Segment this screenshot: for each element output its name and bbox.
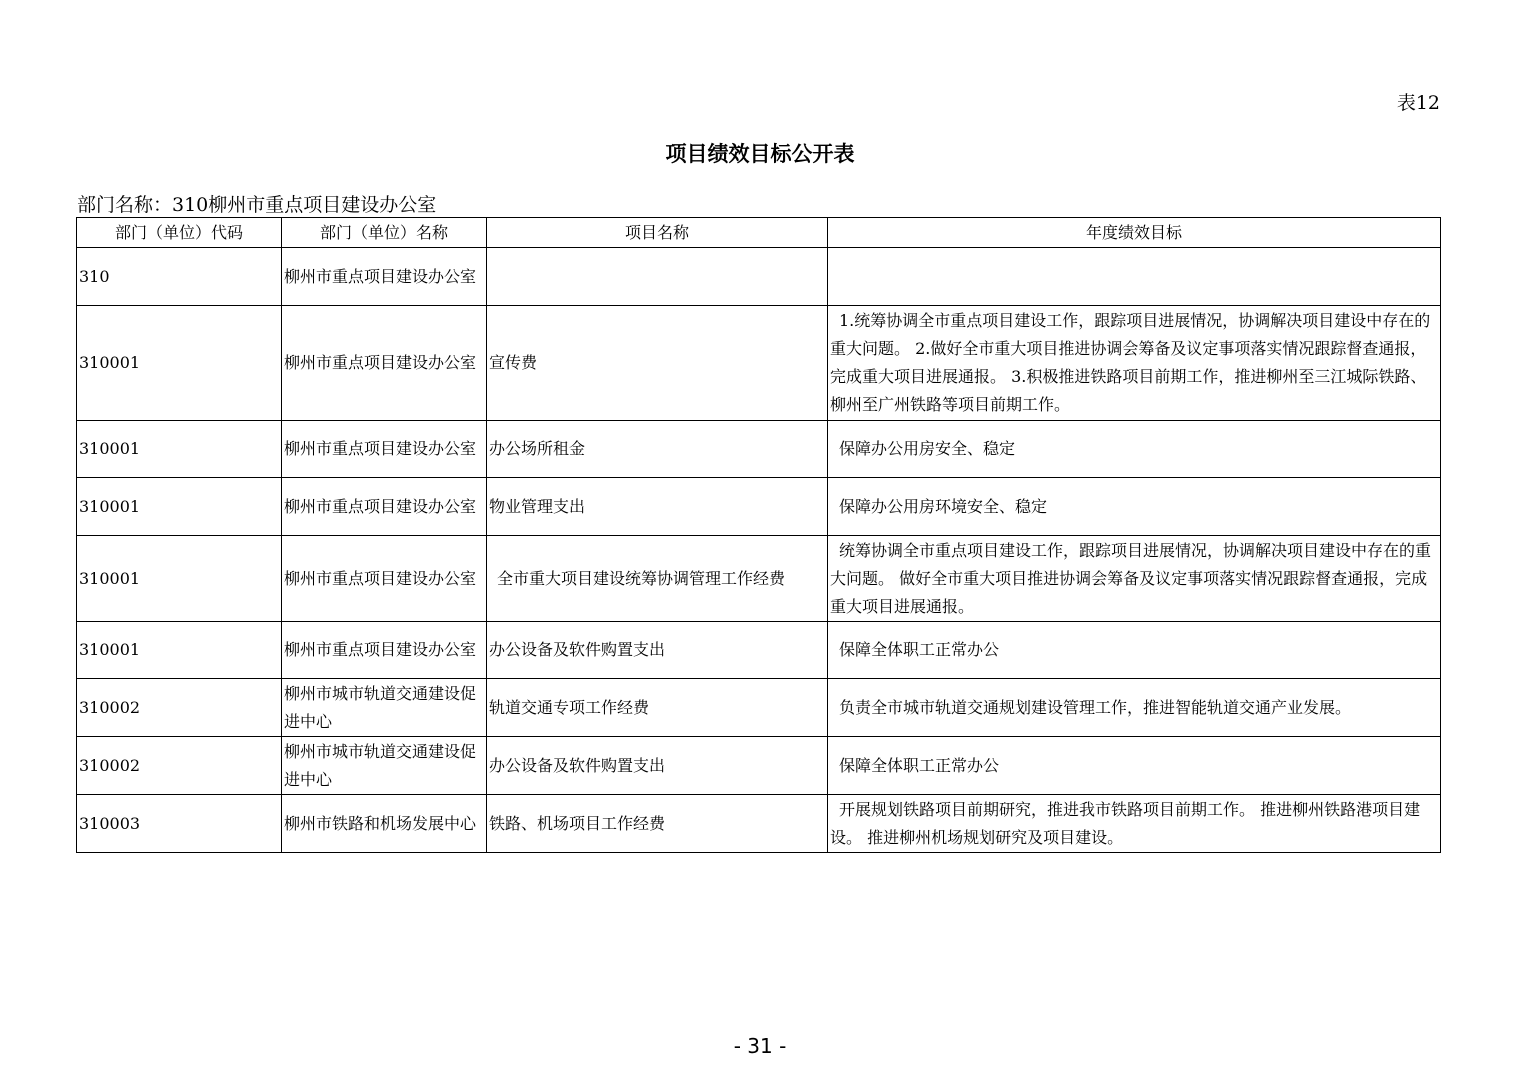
header-project: 项目名称 <box>487 218 828 248</box>
cell-project <box>487 248 828 306</box>
page-number: - 31 - <box>733 1034 787 1058</box>
cell-dept: 柳州市重点项目建设办公室 <box>282 306 487 421</box>
header-code: 部门（单位）代码 <box>77 218 282 248</box>
cell-dept: 柳州市重点项目建设办公室 <box>282 622 487 679</box>
table-row <box>77 679 1441 737</box>
cell-code: 310001 <box>77 478 282 536</box>
cell-goal: 保障办公用房安全、稳定 <box>828 421 1441 478</box>
cell-goal: 1.统筹协调全市重点项目建设工作，跟踪项目进展情况，协调解决项目建设中存在的重大问题。 2.做好全市重大项目推进协调会筹备及议定事项落实情况跟踪督查通报，完成重大项目进展通报。 3.积极推进铁路项目前期工作，推进柳州至三江城际铁路、柳州至广州铁路等项目前期工作。 <box>828 306 1441 421</box>
table-row <box>77 622 1441 679</box>
table-row <box>77 248 1441 306</box>
table-row <box>77 306 1441 421</box>
table-row <box>77 421 1441 478</box>
cell-project: 轨道交通专项工作经费 <box>487 679 828 737</box>
cell-code: 310001 <box>77 622 282 679</box>
cell-goal: 保障办公用房环境安全、稳定 <box>828 478 1441 536</box>
table-row <box>77 478 1441 536</box>
cell-goal: 保障全体职工正常办公 <box>828 622 1441 679</box>
cell-goal: 统筹协调全市重点项目建设工作，跟踪项目进展情况，协调解决项目建设中存在的重大问题。 做好全市重大项目推进协调会筹备及议定事项落实情况跟踪督查通报，完成重大项目进展通报。 <box>828 536 1441 622</box>
table-row <box>77 536 1441 622</box>
cell-goal: 负责全市城市轨道交通规划建设管理工作，推进智能轨道交通产业发展。 <box>828 679 1441 737</box>
table-number-label: 表12 <box>1396 92 1440 114</box>
cell-project: 办公场所租金 <box>487 421 828 478</box>
cell-code: 310002 <box>77 679 282 737</box>
table-row <box>77 795 1441 853</box>
table-row <box>77 737 1441 795</box>
cell-goal <box>828 248 1441 306</box>
header-dept: 部门（单位）名称 <box>282 218 487 248</box>
cell-dept: 柳州市铁路和机场发展中心 <box>282 795 487 853</box>
cell-project: 宣传费 <box>487 306 828 421</box>
cell-code: 310001 <box>77 421 282 478</box>
cell-dept: 柳州市重点项目建设办公室 <box>282 248 487 306</box>
cell-code: 310 <box>77 248 282 306</box>
cell-project: 办公设备及软件购置支出 <box>487 622 828 679</box>
cell-dept: 柳州市城市轨道交通建设促进中心 <box>282 737 487 795</box>
cell-goal: 开展规划铁路项目前期研究，推进我市铁路项目前期工作。 推进柳州铁路港项目建设。 推进柳州机场规划研究及项目建设。 <box>828 795 1441 853</box>
cell-project: 全市重大项目建设统筹协调管理工作经费 <box>487 536 828 622</box>
cell-code: 310001 <box>77 536 282 622</box>
cell-dept: 柳州市重点项目建设办公室 <box>282 536 487 622</box>
cell-project: 铁路、机场项目工作经费 <box>487 795 828 853</box>
cell-code: 310003 <box>77 795 282 853</box>
cell-goal: 保障全体职工正常办公 <box>828 737 1441 795</box>
table-header-row <box>77 218 1441 248</box>
department-name-line: 部门名称：310柳州市重点项目建设办公室 <box>77 194 437 216</box>
cell-code: 310002 <box>77 737 282 795</box>
cell-code: 310001 <box>77 306 282 421</box>
performance-goals-table <box>76 217 1441 853</box>
cell-project: 物业管理支出 <box>487 478 828 536</box>
header-goal: 年度绩效目标 <box>828 218 1441 248</box>
document-title: 项目绩效目标公开表 <box>665 142 855 166</box>
cell-project: 办公设备及软件购置支出 <box>487 737 828 795</box>
cell-dept: 柳州市重点项目建设办公室 <box>282 478 487 536</box>
cell-dept: 柳州市城市轨道交通建设促进中心 <box>282 679 487 737</box>
cell-dept: 柳州市重点项目建设办公室 <box>282 421 487 478</box>
